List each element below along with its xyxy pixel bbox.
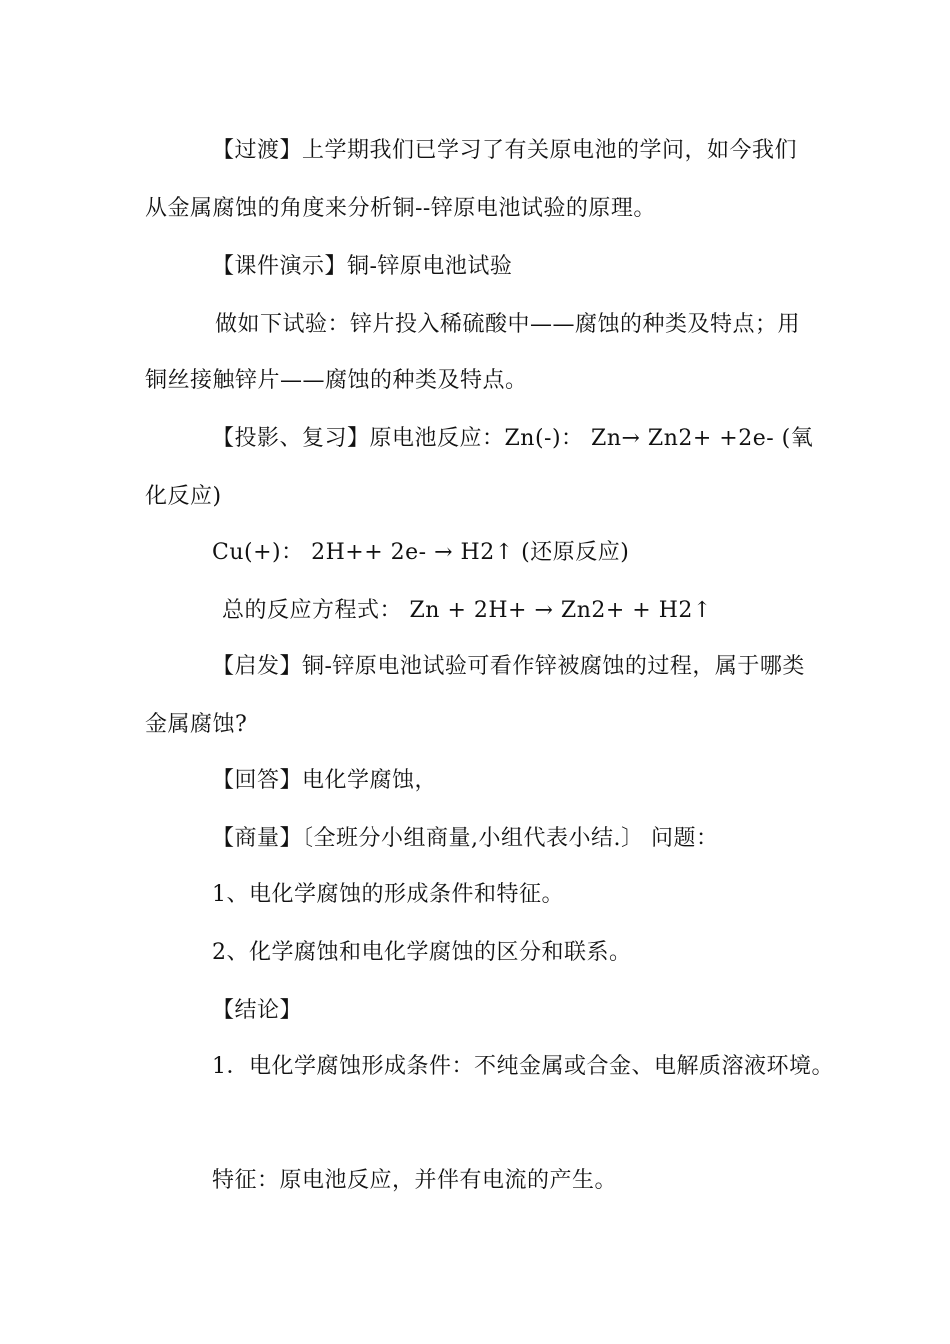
paragraph-line-16: 【结论】 bbox=[212, 998, 303, 1023]
paragraph-line-18: 特征：原电池反应，并伴有电流的产生。 bbox=[212, 1168, 618, 1193]
paragraph-line-17: 1．电化学腐蚀形成条件：不纯金属或合金、电解质溶液环境。 bbox=[212, 1054, 834, 1079]
paragraph-line-5: 铜丝接触锌片——腐蚀的种类及特点。 bbox=[145, 368, 528, 393]
paragraph-line-15: 2、化学腐蚀和电化学腐蚀的区分和联系。 bbox=[212, 940, 632, 965]
paragraph-line-13: 【商量】〔全班分小组商量,小组代表小结.〕 问题： bbox=[212, 826, 719, 851]
paragraph-line-6: 【投影、复习】原电池反应：Zn(-)： Zn→ Zn2+ +2e- (氧 bbox=[212, 426, 814, 451]
paragraph-line-14: 1、电化学腐蚀的形成条件和特征。 bbox=[212, 882, 564, 907]
paragraph-line-11: 金属腐蚀? bbox=[145, 712, 248, 737]
paragraph-line-1: 【过渡】上学期我们已学习了有关原电池的学问，如今我们 bbox=[212, 138, 798, 163]
paragraph-line-3: 【课件演示】铜-锌原电池试验 bbox=[212, 254, 513, 279]
paragraph-line-12: 【回答】电化学腐蚀， bbox=[212, 768, 438, 793]
paragraph-line-7: 化反应) bbox=[145, 484, 222, 509]
paragraph-line-4: 做如下试验：锌片投入稀硫酸中——腐蚀的种类及特点；用 bbox=[215, 312, 801, 337]
paragraph-line-2: 从金属腐蚀的角度来分析铜--锌原电池试验的原理。 bbox=[145, 196, 656, 221]
paragraph-line-8: Cu(+)： 2H++ 2e- → H2↑ (还原反应) bbox=[212, 540, 630, 565]
paragraph-line-10: 【启发】铜-锌原电池试验可看作锌被腐蚀的过程，属于哪类 bbox=[212, 654, 805, 679]
paragraph-line-9: 总的反应方程式： Zn + 2H+ → Zn2+ + H2↑ bbox=[222, 598, 712, 623]
